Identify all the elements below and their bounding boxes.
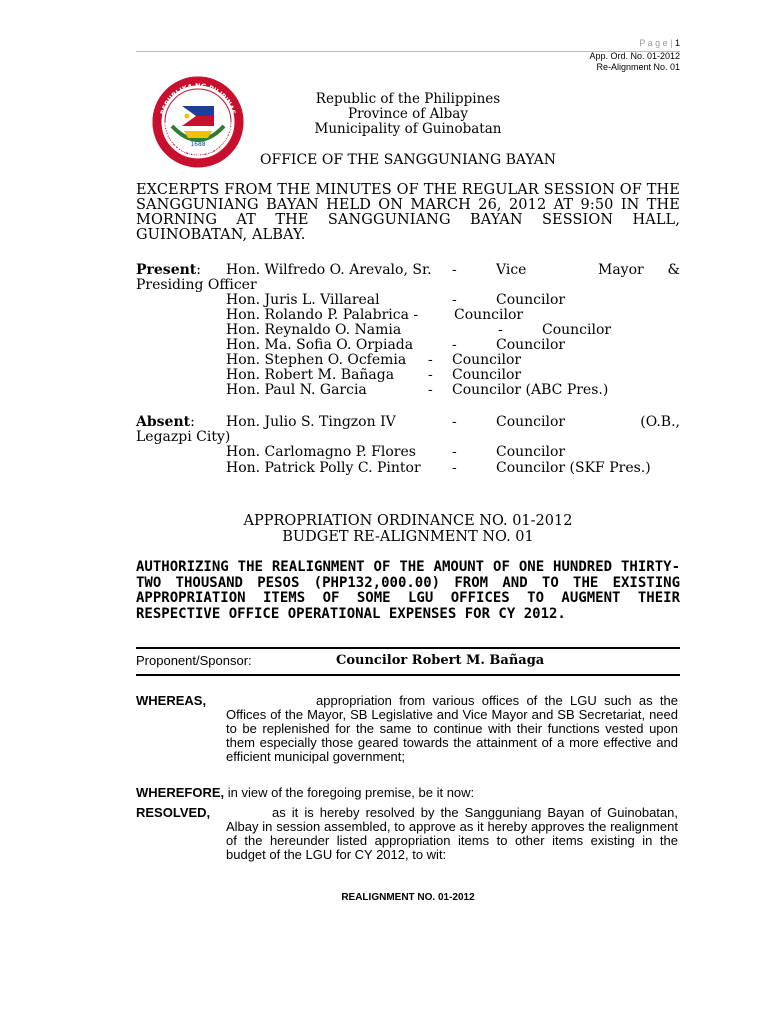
member-role: Councilor (SKF Pres.) [496, 460, 651, 476]
header-divider [136, 51, 680, 52]
member-dash: - [428, 382, 433, 398]
attendance-row [136, 337, 680, 353]
attendance-row-absent-first: Absent: Hon. Julio S. Tingzon IV - Councilor (O.B., [136, 414, 680, 430]
present-label: Present [136, 262, 197, 278]
resolved-label: RESOLVED, [136, 805, 211, 820]
member-name: Hon. Patrick Polly C. Pintor [226, 460, 421, 476]
member-name: Hon. Wilfredo O. Arevalo, Sr. [226, 262, 432, 278]
office-title: OFFICE OF THE SANGGUNIANG BAYAN [260, 152, 556, 168]
attendance-row [136, 307, 680, 323]
member-role: Councilor [496, 444, 566, 460]
attendance-row [136, 322, 680, 338]
seal-year: 1688 [190, 141, 206, 148]
member-dash: - [452, 292, 457, 308]
member-dash: - [452, 460, 457, 476]
member-role: Councilor [542, 322, 612, 338]
attendance-row-present-first: Present: Hon. Wilfredo O. Arevalo, Sr. - Vice Mayor & [136, 262, 680, 278]
wherefore-text: in view of the foregoing premise, be it now: [227, 785, 475, 800]
member-name: Hon. Julio S. Tingzon IV [226, 414, 396, 430]
role-continuation: Presiding Officer [136, 277, 257, 293]
role-word: Vice [496, 262, 527, 278]
member-name: Hon. Robert M. Bañaga [226, 367, 395, 383]
member-dash: - [452, 337, 457, 353]
sponsor-bottom-rule [136, 674, 680, 676]
authorizing-clause: AUTHORIZING THE REALIGNMENT OF THE AMOUNT OF ONE HUNDRED THIRTY-TWO THOUSAND PESOS (PHP132,000.00) FROM AND TO THE EXISTING APPROPRIATION ITEMS OF SOME LGU OFFICES TO AUGMENT THEIR RESPECTIVE OFFICE OPERATIONAL EXPENSES FOR CY 2012. [136, 559, 680, 622]
realignment-heading: REALIGNMENT NO. 01-2012 [341, 892, 475, 903]
page-label: P a g e | [639, 38, 673, 48]
realignment-reference: Re-Alignment No. 01 [596, 62, 680, 72]
member-role: Councilor (ABC Pres.) [452, 382, 609, 398]
member-role: Councilor [496, 414, 566, 430]
member-name: Hon. Carlomagno P. Flores [226, 444, 416, 460]
attendance-row [136, 367, 680, 383]
letterhead-republic: Republic of the Philippines [315, 91, 501, 107]
attendance-row-present-cont [136, 277, 680, 293]
member-dash: - [452, 414, 457, 430]
sponsor-name: Councilor Robert M. Bañaga [336, 653, 545, 668]
role-word: & [667, 262, 680, 278]
sponsor-top-rule [136, 647, 680, 649]
whereas-label: WHEREAS, [136, 693, 207, 708]
member-name: Hon. Juris L. Villareal [226, 292, 380, 308]
attendance-row [136, 460, 680, 476]
member-dash: - [428, 367, 433, 383]
role-word: Mayor [598, 262, 644, 278]
ordinance-subtitle: BUDGET RE-ALIGNMENT NO. 01 [282, 529, 534, 545]
member-dash: - [498, 322, 503, 338]
wherefore-paragraph [136, 786, 474, 800]
seal-text-bottom: PAMAHALAANG BAYAN NG GUINOBATAN [159, 122, 237, 161]
member-name: Hon. Stephen O. Ocfemia [226, 352, 407, 368]
role-continuation: Legazpi City) [136, 429, 231, 445]
member-dash: - [452, 262, 457, 278]
whereas-text: appropriation from various offices of the LGU such as the Offices of the Mayor, SB Legislative and Vice Mayor and SB Secretariat, need to be replenished for the same to continue with their functions vested upon them especially those geared towards the attainment of a more effective and efficient municipal government; [226, 693, 678, 764]
page-number: 1 [674, 38, 680, 48]
member-role: Councilor [452, 352, 522, 368]
member-name: Hon. Reynaldo O. Namia [226, 322, 402, 338]
member-name: Hon. Paul N. Garcia [226, 382, 367, 398]
absent-label: Absent [136, 414, 191, 430]
member-name: Hon. Ma. Sofia O. Orpiada [226, 337, 414, 353]
member-name: Hon. Rolando P. Palabrica - [226, 307, 419, 323]
attendance-row [136, 352, 680, 368]
ordinance-title: APPROPRIATION ORDINANCE NO. 01-2012 [243, 513, 573, 529]
attendance-row [136, 292, 680, 308]
sponsor-label: Proponent/Sponsor: [136, 653, 252, 668]
member-role: Councilor [452, 367, 522, 383]
minutes-excerpt: EXCERPTS FROM THE MINUTES OF THE REGULAR SESSION OF THE SANGGUNIANG BAYAN HELD ON MARCH 26, 2012 AT 9:50 IN THE MORNING AT THE SANGGUNIANG BAYAN SESSION HALL, GUINOBATAN, ALBAY. [136, 182, 680, 243]
member-role: Councilor [496, 292, 566, 308]
member-dash: - [428, 352, 433, 368]
role-note: (O.B., [640, 414, 680, 430]
resolved-text: as it is hereby resolved by the Sangguniang Bayan of Guinobatan, Albay in session assembled, to approve as it hereby approves the realignment of the hereunder listed appropriation items to other items existing in the budget of the LGU for CY 2012, to wit: [226, 805, 678, 862]
member-dash: - [452, 444, 457, 460]
attendance-row-absent-cont [136, 429, 680, 445]
page-number-line [639, 38, 680, 49]
letterhead-province: Province of Albay [348, 106, 468, 122]
wherefore-label: WHEREFORE, [136, 785, 225, 800]
attendance-row [136, 382, 680, 398]
attendance-row [136, 444, 680, 460]
ordinance-reference: App. Ord. No. 01-2012 [589, 51, 680, 61]
member-role: Councilor [454, 307, 524, 323]
seal-text-top: REPUBLIKA NG PILIPINAS [158, 81, 238, 116]
member-role: Councilor [496, 337, 566, 353]
letterhead-municipality: Municipality of Guinobatan [314, 121, 502, 137]
